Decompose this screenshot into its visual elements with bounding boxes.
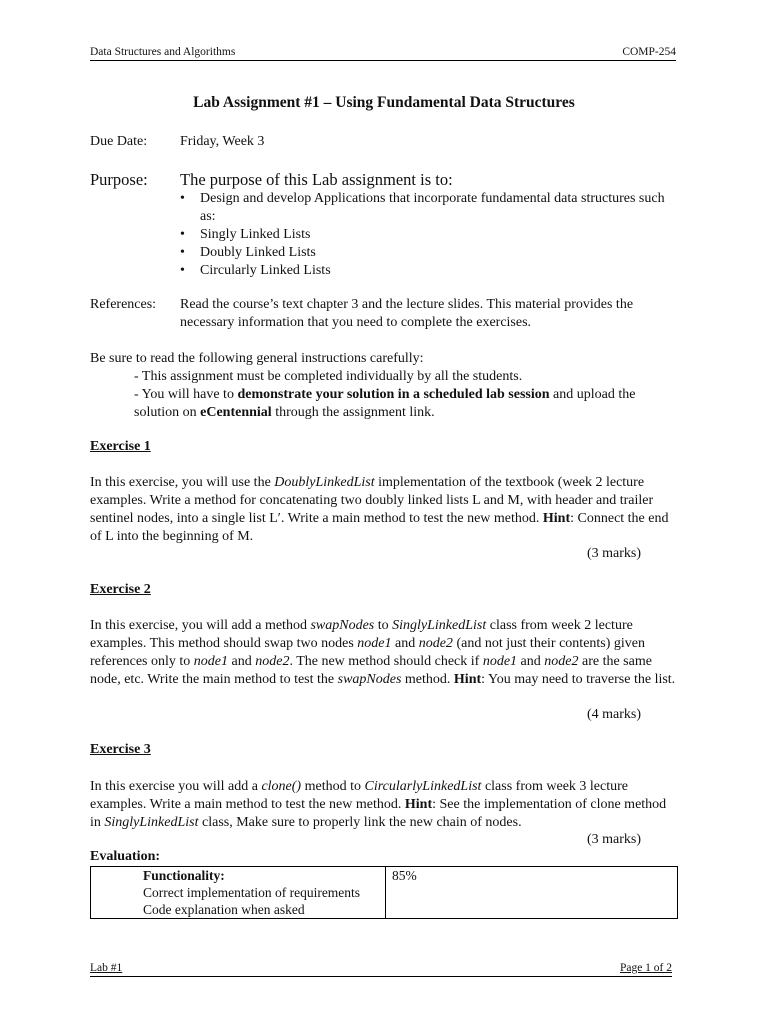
due-date-label: Due Date: — [90, 134, 148, 149]
list-item: • Singly Linked Lists — [180, 226, 676, 244]
exercise-1-marks: (3 marks) — [587, 546, 642, 561]
document-title: Lab Assignment #1 – Using Fundamental Data Structures — [193, 94, 575, 111]
instructions-block — [90, 350, 676, 422]
purpose-list — [180, 190, 676, 280]
structure-list — [180, 226, 676, 280]
exercise-2-heading: Exercise 2 — [90, 582, 151, 597]
course-name: Data Structures and Algorithms — [90, 46, 236, 58]
page-footer — [90, 962, 672, 977]
purpose-label: Purpose: — [90, 170, 148, 189]
list-item: • Doubly Linked Lists — [180, 244, 676, 262]
weight-cell — [386, 867, 678, 919]
course-code: COMP-254 — [622, 46, 676, 58]
exercise-3-marks: (3 marks) — [587, 832, 642, 847]
table-row — [91, 867, 678, 919]
page-number: Page 1 of 2 — [619, 962, 672, 974]
due-date-value: Friday, Week 3 — [180, 134, 265, 149]
purpose-intro: The purpose of this Lab assignment is to: — [180, 170, 453, 189]
exercise-3-heading: Exercise 3 — [90, 742, 151, 757]
weight-value: 85% — [392, 868, 417, 883]
list-item: • Circularly Linked Lists — [180, 262, 676, 280]
exercise-1-heading: Exercise 1 — [90, 439, 151, 454]
instructions-intro: Be sure to read the following general instructions carefully: — [90, 351, 424, 366]
purpose-bullet: • Design and develop Applications that incorporate fundamental data structures such as: — [180, 190, 676, 226]
references-label: References: — [90, 297, 157, 312]
instruction-line-1: - This assignment must be completed individually by all the students. — [134, 369, 523, 384]
footer-lab: Lab #1 — [90, 962, 123, 974]
instruction-line-2: - You will have to demonstrate your solution in a scheduled lab session and upload the solution on eCentennial through the assignment link. — [134, 387, 636, 420]
criteria-title: Functionality: — [143, 868, 225, 883]
criteria-item-2: Code explanation when asked — [143, 902, 305, 917]
exercise-2-marks: (4 marks) — [587, 707, 642, 722]
evaluation-label: Evaluation: — [90, 849, 161, 864]
exercise-2-text: In this exercise, you will add a method swapNodes to SinglyLinkedList class from week 2 lecture examples. This method should swap two nodes node1 and node2 (and not just their contents) given references only to node1 and node2. The new method should check if node1 and node2 are the same node, etc. Write the main method to test the swapNodes method. Hint: You may need to traverse the list. — [90, 618, 676, 687]
references-text: Read the course’s text chapter 3 and the lecture slides. This material provides the necessary information that you need to complete the exercises. — [180, 297, 634, 330]
criteria-cell — [91, 867, 386, 919]
exercise-3-text: In this exercise you will add a clone() method to CircularlyLinkedList class from week 3 lecture examples. Write a main method to test the new method. Hint: See the implementation of clone method in SinglyLinkedList class, Make sure to properly link the new chain of nodes. — [90, 779, 667, 830]
page-header — [90, 46, 676, 61]
exercise-1-text: In this exercise, you will use the DoublyLinkedList implementation of the textbook (week 2 lecture examples. Write a method for concatenating two doubly linked lists L and M, with header and trailer sentinel nodes, into a single list L′. Write a main method to test the new method. Hint: Connect the end of L into the beginning of M. — [90, 475, 669, 544]
criteria-item-1: Correct implementation of requirements — [143, 885, 361, 900]
evaluation-table — [90, 866, 678, 919]
